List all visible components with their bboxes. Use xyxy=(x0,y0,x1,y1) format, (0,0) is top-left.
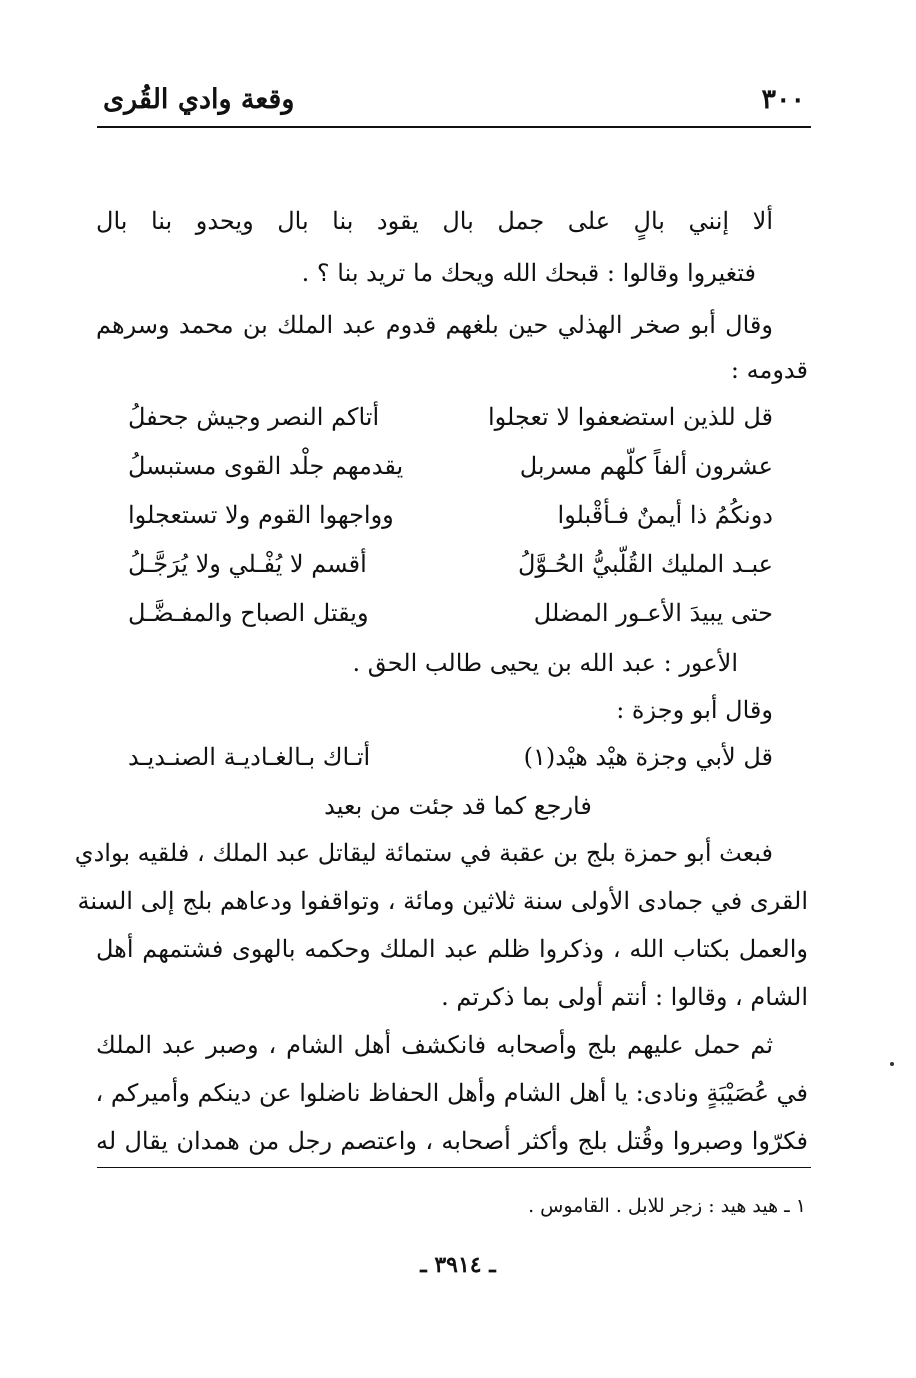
footnote: ١ ـ هيد هيد : زجر للابل . القاموس . xyxy=(528,1195,806,1217)
text-line: القرى في جمادى الأولى سنة ثلاثين ومائة ، وتواقفوا ودعاهم بلج إلى السنة xyxy=(77,887,808,915)
header-rule xyxy=(97,126,811,128)
verse-second-hemistich: أتاكم النصر وجيش جحفلُ xyxy=(128,403,380,431)
chapter-title: وقعة وادي القُرى xyxy=(103,84,295,115)
text-line: وقال أبو وجزة : xyxy=(616,696,773,724)
poem-verse xyxy=(128,549,773,579)
page-number: ٣٠٠ xyxy=(761,84,805,115)
text-line: فتغيروا وقالوا : قبحك الله ويحك ما تريد بنا ؟ . xyxy=(301,259,756,287)
page-footer-number: ـ ٣٩١٤ ـ xyxy=(420,1252,496,1278)
text-line: الشام ، وقالوا : أنتم أولى بما ذكرتم . xyxy=(441,983,808,1011)
verse-second-hemistich: ويقتل الصباح والمفـضَّـل xyxy=(128,599,369,627)
verse-second-hemistich: وواجهوا القوم ولا تستعجلوا xyxy=(128,501,394,529)
verse-first-hemistich: عبـد المليك القُلّبيُّ الحُـوَّلُ xyxy=(518,550,773,578)
text-line: فبعث أبو حمزة بلج بن عقبة في ستمائة ليقاتل عبد الملك ، فلقيه بوادي xyxy=(74,839,773,867)
text-line: وقال أبو صخر الهذلي حين بلغهم قدوم عبد الملك بن محمد وسرهم xyxy=(96,311,773,339)
verse-tail: فارجع كما قد جئت من بعيد xyxy=(324,792,592,820)
verse-first-hemistich: حتى يبيدَ الأعـور المضلل xyxy=(533,599,773,627)
margin-dot xyxy=(890,1062,894,1066)
text-line: الأعور : عبد الله بن يحيى طالب الحق . xyxy=(352,649,738,677)
poem-verse xyxy=(128,742,773,772)
verse-second-hemistich: أتـاك بـالغـاديـة الصنـديـد xyxy=(128,743,371,771)
verse-first-hemistich: قل لأبي وجزة هيْد هيْد(١) xyxy=(523,743,773,771)
verse-second-hemistich: أقسم لا يُفْـلي ولا يُرَجَّـلُ xyxy=(128,550,367,578)
poem-verse xyxy=(128,598,773,628)
text-line: ثم حمل عليهم بلج وأصحابه فانكشف أهل الشام ، وصبر عبد الملك xyxy=(96,1031,773,1059)
verse-first-hemistich: دونكُمُ ذا أيمنٌ فـأقْبلوا xyxy=(557,501,773,529)
footnote-separator xyxy=(97,1167,811,1168)
verse-line: ألا إنني بالٍ على جمل بال يقود بنا بال ويحدو بنا بال xyxy=(96,207,773,235)
poem-verse xyxy=(128,451,773,481)
page-header xyxy=(97,80,811,126)
verse-second-hemistich: يقدمهم جلْد القوى مستبسلُ xyxy=(128,452,404,480)
text-line: فكرّوا وصبروا وقُتل بلج وأكثر أصحابه ، واعتصم رجل من همدان يقال له xyxy=(96,1127,808,1155)
verse-first-hemistich: قل للذين استضعفوا لا تعجلوا xyxy=(487,403,773,431)
text-line: والعمل بكتاب الله ، وذكروا ظلم عبد الملك وحكمه بالهوى فشتمهم أهل xyxy=(96,935,808,963)
text-line: قدومه : xyxy=(730,356,808,384)
poem-verse xyxy=(128,402,773,432)
text-line: في عُصَيْبَةٍ ونادى: يا أهل الشام وأهل الحفاظ ناضلوا عن دينكم وأميركم ، xyxy=(95,1079,808,1107)
verse-first-hemistich: عشرون ألفاً كلّهم مسربل xyxy=(519,452,773,480)
poem-verse xyxy=(128,500,773,530)
